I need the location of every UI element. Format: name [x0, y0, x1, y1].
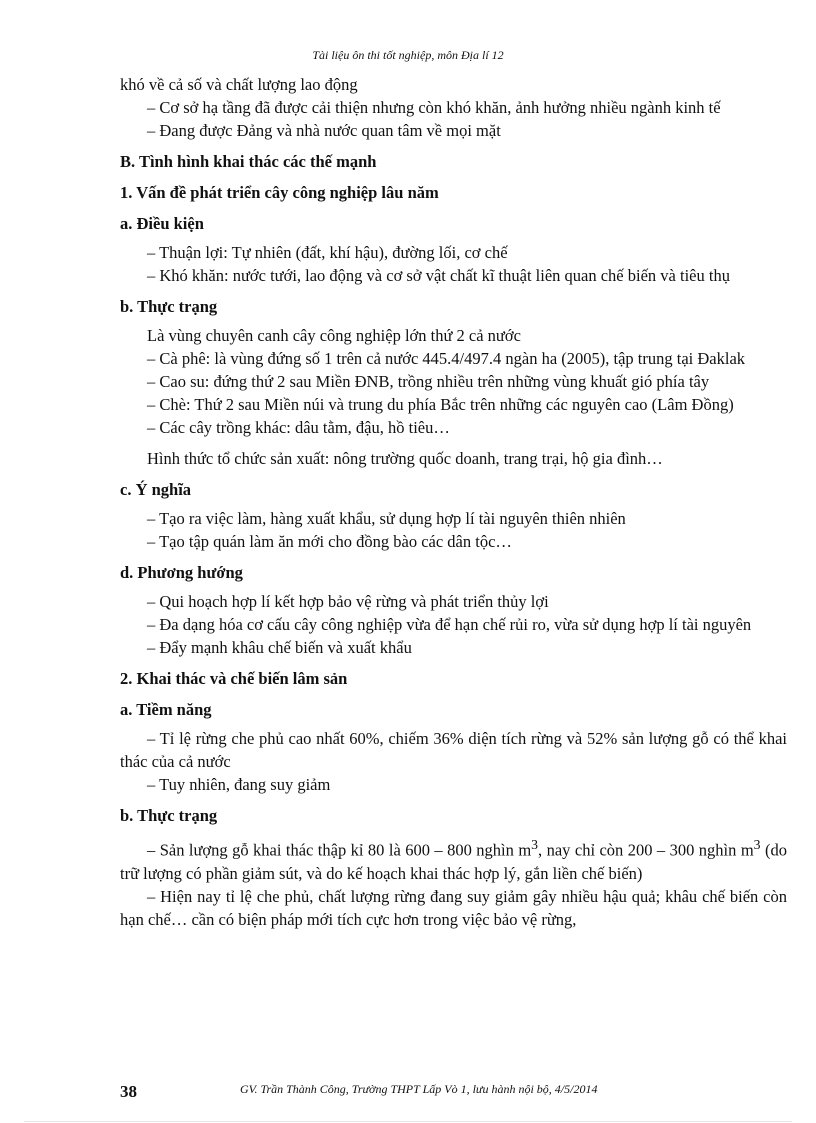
- body-line: – Cao su: đứng thứ 2 sau Miền ĐNB, trồng nhiều trên những vùng khuất gió phía tây: [147, 372, 710, 391]
- page-number: 38: [120, 1082, 137, 1101]
- body-line: – Khó khăn: nước tưới, lao động và cơ sở vật chất kĩ thuật liên quan chế biến và tiêu thụ: [147, 266, 730, 285]
- running-header: Tài liệu ôn thi tốt nghiệp, môn Địa lí 12: [312, 48, 504, 62]
- page-divider: [24, 1121, 792, 1122]
- body-line: – Tạo tập quán làm ăn mới cho đồng bào các dân tộc…: [147, 532, 512, 551]
- body-line: [120, 833, 787, 885]
- section-heading-2: 2. Khai thác và chế biến lâm sản: [120, 669, 348, 688]
- body-line: – Chè: Thứ 2 sau Miền núi và trung du phía Bắc trên những các nguyên cao (Lâm Đồng): [147, 395, 734, 414]
- body-line: – Hiện nay tỉ lệ che phủ, chất lượng rừng đang suy giảm gây nhiều hậu quả; khâu chế biến còn hạn chế… cần có biện pháp mới tích cực hơn trong việc bảo vệ rừng,: [120, 886, 787, 929]
- subsection-heading-2b: b. Thực trạng: [120, 806, 218, 825]
- body-line: – Tuy nhiên, đang suy giảm: [147, 775, 331, 794]
- subsection-heading-1a: a. Điều kiện: [120, 214, 204, 233]
- body-line: Là vùng chuyên canh cây công nghiệp lớn thứ 2 cả nước: [147, 326, 521, 345]
- body-line: – Đẩy mạnh khâu chế biến và xuất khẩu: [147, 638, 412, 657]
- page-body: [120, 73, 787, 931]
- body-line: – Qui hoạch hợp lí kết hợp bảo vệ rừng và phát triển thủy lợi: [147, 592, 549, 611]
- body-line: – Thuận lợi: Tự nhiên (đất, khí hậu), đường lối, cơ chế: [147, 243, 508, 262]
- body-line: – Đang được Đảng và nhà nước quan tâm về mọi mặt: [147, 121, 501, 140]
- subsection-heading-2a: a. Tiềm năng: [120, 700, 212, 719]
- body-line: – Tỉ lệ rừng che phủ cao nhất 60%, chiếm 36% diện tích rừng và 52% sản lượng gỗ có thể khai thác của cả nước: [120, 729, 787, 771]
- body-line: – Tạo ra việc làm, hàng xuất khẩu, sử dụng hợp lí tài nguyên thiên nhiên: [147, 509, 626, 528]
- body-line: – Cơ sở hạ tầng đã được cải thiện nhưng còn khó khăn, ảnh hưởng nhiều ngành kinh tế: [147, 98, 721, 117]
- subsection-heading-1d: d. Phương hướng: [120, 563, 243, 582]
- subsection-heading-1b: b. Thực trạng: [120, 297, 218, 316]
- text-run: , nay chỉ còn 200 – 300 nghìn m: [538, 840, 754, 860]
- body-line: – Đa dạng hóa cơ cấu cây công nghiệp vừa để hạn chế rủi ro, vừa sử dụng hợp lí tài nguyên: [147, 615, 752, 634]
- body-line: – Các cây trồng khác: dâu tằm, đậu, hồ tiêu…: [147, 418, 450, 437]
- text-run: (do trữ lượng có phần giảm sút, và do kế hoạch khai thác hợp lý, gắn liền chế biến): [120, 840, 787, 883]
- section-heading-B: B. Tình hình khai thác các thế mạnh: [120, 152, 377, 171]
- subsection-heading-1c: c. Ý nghĩa: [120, 480, 192, 499]
- body-line: khó về cả số và chất lượng lao động: [120, 75, 358, 94]
- body-line: Hình thức tổ chức sản xuất: nông trường quốc doanh, trang trại, hộ gia đình…: [147, 449, 663, 468]
- superscript: 3: [531, 837, 539, 852]
- text-run: – Sản lượng gỗ khai thác thập kỉ 80 là 600 – 800 nghìn m: [147, 840, 532, 860]
- superscript: 3: [753, 837, 761, 852]
- body-line: – Cà phê: là vùng đứng số 1 trên cả nước 445.4/497.4 ngàn ha (2005), tập trung tại Đaklak: [147, 349, 746, 368]
- footer-credit: GV. Trần Thành Công, Trường THPT Lấp Vò 1, lưu hành nội bộ, 4/5/2014: [240, 1082, 598, 1096]
- section-heading-1: 1. Vấn đề phát triển cây công nghiệp lâu năm: [120, 183, 439, 202]
